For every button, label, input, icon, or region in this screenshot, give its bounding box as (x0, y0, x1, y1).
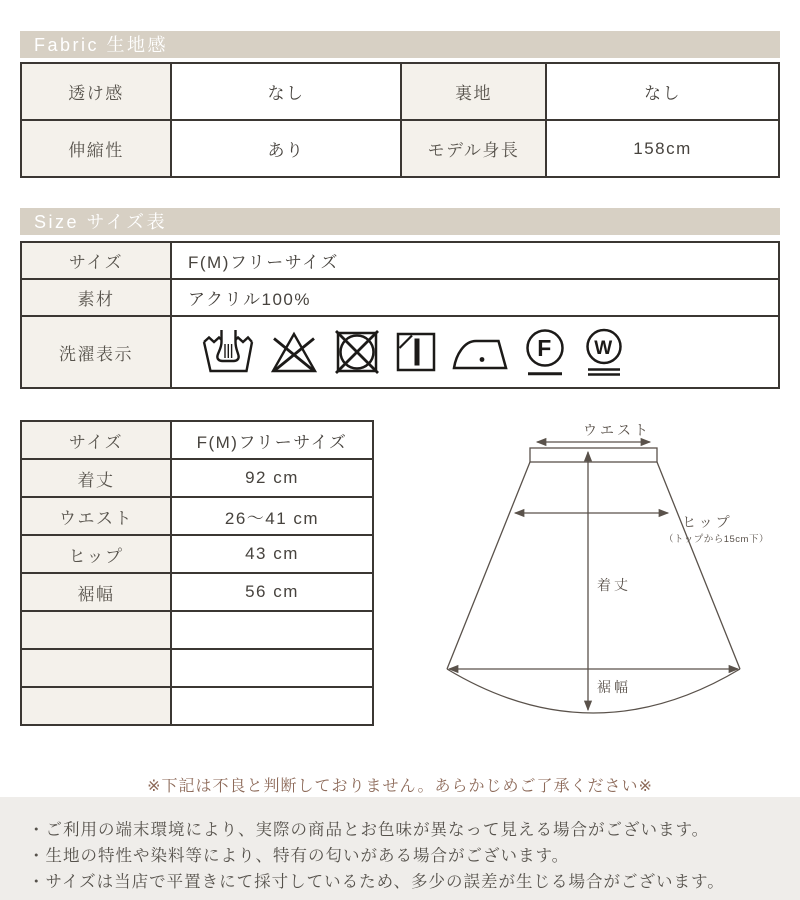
defect-notice-headline: ※下記は不良と判断しておりません。あらかじめご了承ください※ (147, 778, 653, 795)
fabric-label-sheerness: 透け感 (21, 63, 171, 120)
wet-clean-letter: W (594, 338, 614, 359)
size-section-heading: Size サイズ表 (20, 208, 780, 235)
meas-value-empty (171, 649, 373, 687)
table-row (21, 535, 373, 573)
meas-label-empty (21, 649, 171, 687)
meas-value-empty (171, 687, 373, 725)
material-value: アクリル100% (171, 279, 779, 316)
fabric-table (20, 62, 780, 178)
disclaimer-item: ・ご利用の端末環境により、実際の商品とお色味が異なって見える場合がございます。 (28, 821, 710, 839)
care-symbols-label: 洗濯表示 (21, 316, 171, 388)
table-row (21, 316, 779, 388)
fabric-value-lining: なし (546, 63, 779, 120)
size-value: F(M)フリーサイズ (171, 242, 779, 279)
iron-low-heat-icon (451, 332, 509, 372)
length-label: 着丈 (597, 577, 631, 593)
table-row (21, 279, 779, 316)
fabric-label-stretch: 伸縮性 (21, 120, 171, 177)
table-row (21, 63, 779, 120)
meas-value-hem: 56 cm (171, 573, 373, 611)
skirt-measurement-diagram (418, 416, 788, 738)
waist-label: ウエスト (583, 422, 651, 438)
table-row (21, 120, 779, 177)
table-row (21, 497, 373, 535)
table-row (21, 611, 373, 649)
fabric-label-lining: 裏地 (401, 63, 546, 120)
table-row (21, 573, 373, 611)
meas-label-hem: 裾幅 (21, 573, 171, 611)
dry-clean-letter: F (537, 335, 553, 361)
do-not-bleach-icon (268, 329, 320, 375)
hand-wash-icon (201, 329, 255, 375)
fabric-label-model-height: モデル身長 (401, 120, 546, 177)
waistband-outline (530, 448, 657, 462)
meas-value-waist: 26〜41 cm (171, 497, 373, 535)
size-table (20, 241, 780, 389)
do-not-tumble-dry-icon (333, 329, 381, 375)
meas-value-empty (171, 611, 373, 649)
table-row (21, 421, 373, 459)
line-dry-in-shade-icon (394, 330, 438, 374)
dry-clean-petroleum-f-icon (522, 327, 568, 377)
fabric-section-heading: Fabric 生地感 (20, 31, 780, 58)
meas-label-length: 着丈 (21, 459, 171, 497)
material-label: 素材 (21, 279, 171, 316)
disclaimer-item: ・サイズは当店で平置きにて採寸しているため、多少の誤差が生じる場合がございます。 (28, 873, 725, 891)
table-row (21, 242, 779, 279)
fabric-value-stretch: あり (171, 120, 401, 177)
meas-label-waist: ウエスト (21, 497, 171, 535)
meas-value-hip: 43 cm (171, 535, 373, 573)
table-row (21, 459, 373, 497)
size-label: サイズ (21, 242, 171, 279)
wet-clean-gentle-w-icon (581, 327, 627, 377)
table-row (21, 687, 373, 725)
disclaimer-section (0, 797, 800, 900)
fabric-value-sheerness: なし (171, 63, 401, 120)
skirt-left-edge (447, 462, 530, 669)
measurement-table (20, 420, 374, 726)
table-row (21, 649, 373, 687)
meas-label-hip: ヒップ (21, 535, 171, 573)
meas-label-empty (21, 687, 171, 725)
care-symbols-row (188, 327, 778, 377)
skirt-right-edge (657, 462, 740, 669)
fabric-value-model-height: 158cm (546, 120, 779, 177)
hip-label: ヒップ (682, 514, 733, 530)
meas-value-length: 92 cm (171, 459, 373, 497)
skirt-hem-curve (447, 669, 740, 713)
disclaimer-item: ・生地の特性や染料等により、特有の匂いがある場合がございます。 (28, 847, 570, 865)
meas-value-size: F(M)フリーサイズ (171, 421, 373, 459)
meas-label-size: サイズ (21, 421, 171, 459)
hem-label: 裾幅 (597, 679, 631, 695)
meas-label-empty (21, 611, 171, 649)
hip-note: （トップから15cm下） (664, 534, 769, 545)
